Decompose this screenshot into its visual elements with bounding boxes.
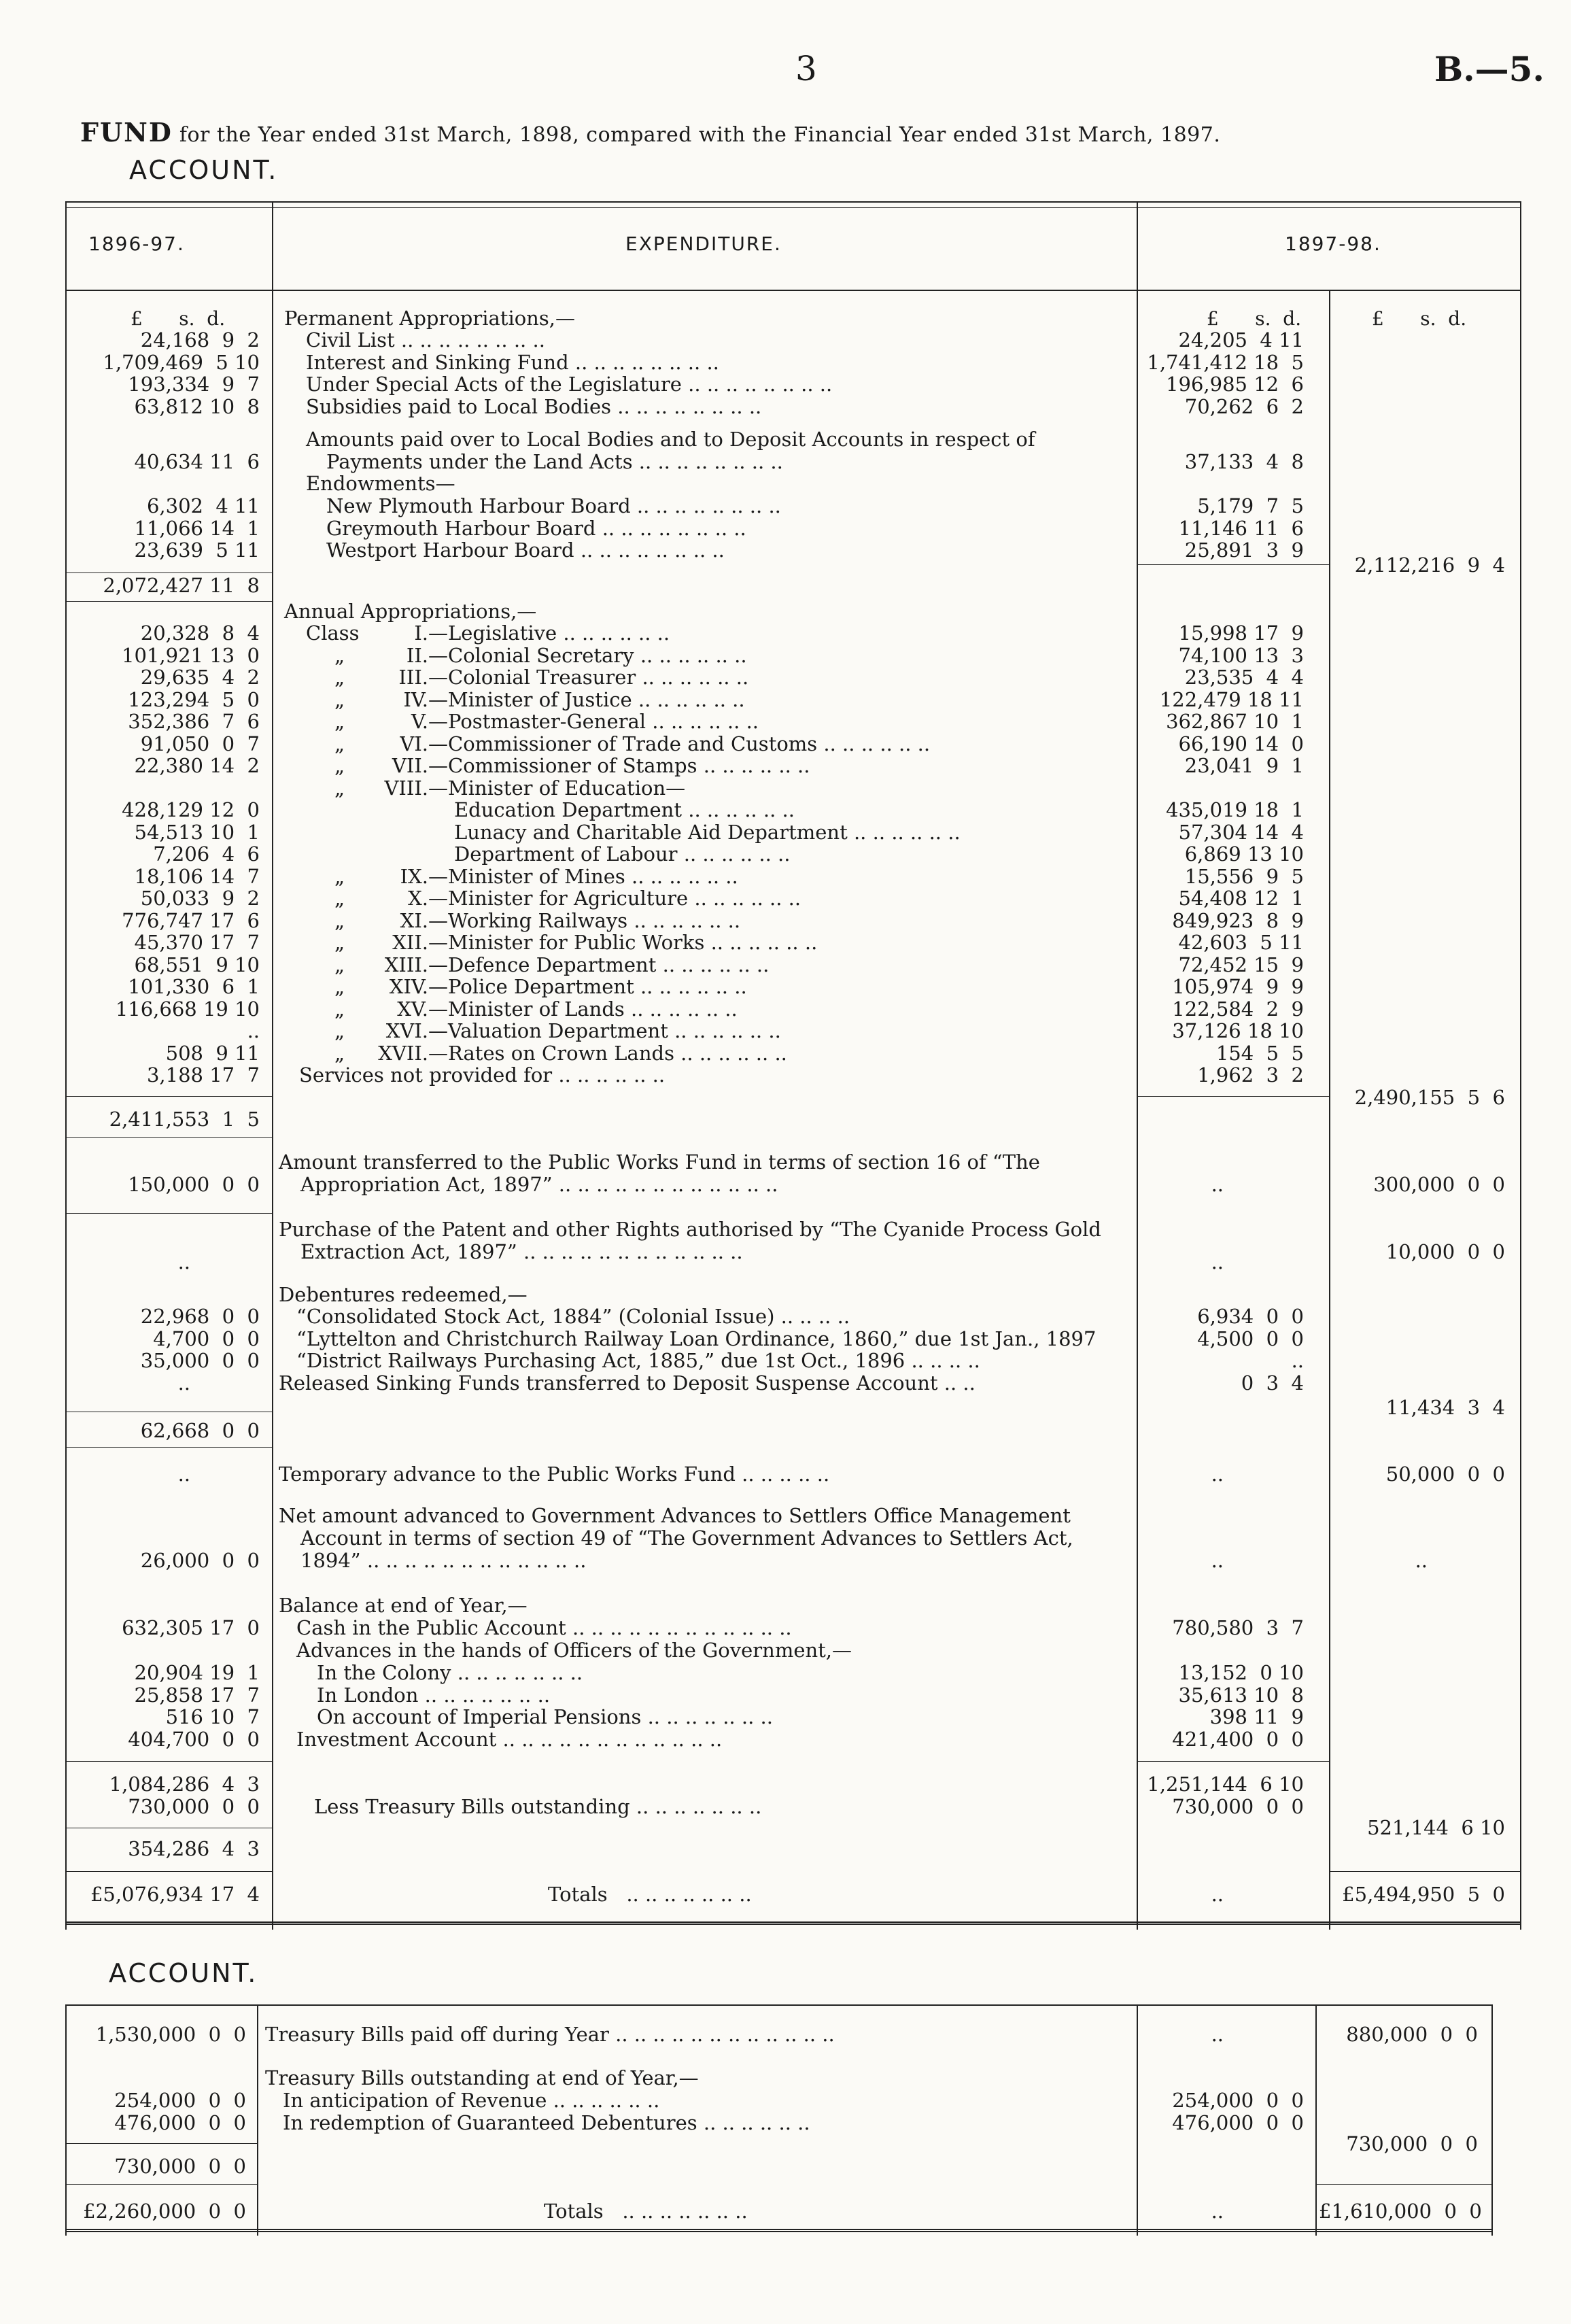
annual-label: —Commissioner of Stamps .. .. .. .. .. .. (428, 754, 810, 777)
cyanide-right: 10,000 0 0 (1385, 1240, 1505, 1263)
mid-amount: 57,304 14 4 (1178, 820, 1304, 844)
settlers-leaders: .. .. .. .. .. .. .. .. .. .. .. .. (366, 1549, 587, 1572)
pwf-mid: .. (1211, 1173, 1224, 1196)
mid-amount: 54,408 12 1 (1178, 887, 1304, 910)
annual-label: —Commissioner of Trade and Customs .. .. .. .. .. .. (428, 732, 931, 755)
less-left: 730,000 0 0 (128, 1795, 260, 1818)
left-amount: 193,334 9 7 (128, 373, 260, 396)
class-number: V. (411, 710, 428, 733)
left-amount: 20,904 19 1 (134, 1661, 260, 1684)
advance-label: Temporary advance to the Public Works Fund .. .. .. .. .. (279, 1463, 830, 1486)
class-number: X. (408, 887, 428, 910)
left-amount: 776,747 17 6 (122, 908, 260, 932)
left-amount: 428,129 12 0 (122, 798, 260, 821)
mid-amount: 25,891 3 9 (1184, 539, 1304, 562)
ditto-mark: „ (334, 931, 345, 954)
sinking-leaders: .. .. (944, 1371, 976, 1395)
sinking-left: .. (177, 1371, 190, 1395)
settlers-line1: Net amount advanced to Government Advances to Settlers Office Management (279, 1504, 1071, 1527)
paid-off-label: Treasury Bills paid off during Year .. .. .. .. .. .. .. .. .. .. .. .. (265, 2023, 835, 2046)
mid-amount: 74,100 13 3 (1178, 643, 1304, 667)
annual-label: —Minister for Agriculture .. .. .. .. .. .. (428, 887, 801, 910)
ditto-mark: „ (334, 908, 345, 932)
annual-label: —Legislative .. .. .. .. .. .. (428, 621, 670, 645)
mid-amount: .. (1291, 1349, 1304, 1372)
lsd-right: £ s. d. (1372, 307, 1467, 330)
leaders: .. .. .. .. .. .. .. (641, 1705, 773, 1728)
investment-mid: 421,400 0 0 (1172, 1728, 1304, 1751)
class-number: XVII. (378, 1041, 428, 1065)
class-number: XII. (392, 931, 428, 954)
mid-amount: 15,998 17 9 (1178, 621, 1304, 645)
left-amount: 123,294 5 0 (128, 687, 260, 711)
t2-divider-1 (257, 2004, 258, 2236)
paid-off-leaders: .. .. .. .. .. .. .. .. .. .. .. .. (615, 2023, 835, 2046)
page-number: 3 (795, 49, 817, 88)
land-acts-line1: Amounts paid over to Local Bodies and to Deposit Accounts in respect of (306, 428, 1035, 451)
row-label: Greymouth Harbour Board .. .. .. .. .. .. .. .. (326, 517, 746, 540)
annual-label: Department of Labour .. .. .. .. .. .. (454, 842, 791, 866)
leaders: .. .. .. .. .. .. (668, 1019, 781, 1042)
cash-left: 632,305 17 0 (122, 1616, 260, 1639)
ditto-mark: „ (334, 643, 345, 667)
left-amount: 18,106 14 7 (134, 864, 260, 888)
annual-total-right: 2,490,155 5 6 (1354, 1086, 1505, 1109)
left-amount: 68,551 9 10 (134, 953, 260, 976)
leaders: .. .. .. .. .. .. (656, 953, 770, 976)
leaders: .. .. .. .. .. .. (646, 710, 759, 733)
leaders: .. .. .. .. .. .. (817, 732, 931, 755)
totals-mid: .. (1211, 1883, 1224, 1906)
left-amount: 22,968 0 0 (140, 1305, 260, 1328)
leaders: .. .. .. .. .. .. .. .. (394, 328, 545, 352)
annual-label: —Postmaster-General .. .. .. .. .. .. (428, 710, 759, 733)
leaders: .. .. .. .. (774, 1305, 850, 1328)
t2-frame-right (1491, 2004, 1493, 2236)
left-amount: 23,639 5 11 (134, 539, 260, 562)
ditto-mark: „ (334, 975, 345, 998)
ditto-mark: „ (334, 666, 345, 689)
bal-mid-rule (1137, 1761, 1329, 1762)
totals-right-rule (1329, 1871, 1521, 1872)
pwf-left: 150,000 0 0 (128, 1173, 260, 1196)
row-label: New Plymouth Harbour Board .. .. .. .. .. .. .. .. (326, 494, 781, 517)
left-amount: 40,634 11 6 (134, 450, 260, 473)
advance-right: 50,000 0 0 (1385, 1463, 1505, 1486)
leaders: .. .. .. .. .. .. (704, 931, 818, 954)
debenture-label: “Lyttelton and Christchurch Railway Loan Ordinance, 1860,” due 1st Jan., 1897 (296, 1327, 1097, 1350)
mid-amount: 37,126 18 10 (1172, 1019, 1304, 1042)
totals-left: £5,076,934 17 4 (90, 1883, 260, 1906)
mid-amount: 24,205 4 11 (1178, 328, 1304, 352)
leaders: .. .. .. .. .. .. (677, 842, 791, 866)
less-label: Less Treasury Bills outstanding .. .. .. .. .. .. .. (314, 1795, 762, 1818)
outstanding-row-label: In redemption of Guaranteed Debentures .. .. .. .. .. .. (283, 2111, 810, 2134)
perm-mid-rule (1137, 564, 1329, 565)
mid-amount: 122,584 2 9 (1172, 997, 1304, 1021)
debentures-total-right: 11,434 3 4 (1385, 1396, 1505, 1419)
left-amount: 476,000 0 0 (114, 2111, 246, 2134)
annual-left-rule-a (65, 1096, 272, 1097)
leaders: .. .. .. .. .. .. .. (418, 1683, 551, 1707)
deb-left-rule-b (65, 1447, 272, 1448)
leaders: .. .. .. .. .. .. (634, 975, 747, 998)
row-label: Subsidies paid to Local Bodies .. .. .. .. .. .. .. .. (306, 395, 762, 418)
leaders: .. .. .. .. .. .. .. .. (568, 351, 719, 374)
leaders: .. .. .. .. .. .. (697, 754, 810, 777)
leaders: .. .. .. .. .. .. .. .. (632, 450, 783, 473)
row-label: Interest and Sinking Fund .. .. .. .. .. .. .. .. (306, 351, 719, 374)
class-number: XIII. (384, 953, 428, 976)
mid-amount: 154 5 5 (1215, 1041, 1304, 1065)
fund-title (80, 117, 1220, 148)
fund-title-rest: for the Year ended 31st March, 1898, compared with the Financial Year ended 31st March, 1897. (179, 123, 1221, 147)
row-label: Westport Harbour Board .. .. .. .. .. .. .. .. (326, 539, 725, 562)
header-right-year: 1897-98. (1285, 233, 1381, 255)
account-heading: ACCOUNT. (129, 155, 279, 185)
investment-leaders: .. .. .. .. .. .. .. .. .. .. .. .. (502, 1728, 723, 1751)
leaders: .. .. .. .. .. .. .. .. (681, 373, 833, 396)
annual-label: —Minister for Public Works .. .. .. .. .. .. (428, 931, 818, 954)
annual-label: Education Department .. .. .. .. .. .. (454, 798, 795, 821)
mid-amount: 1,741,412 18 5 (1147, 351, 1304, 374)
t2-bottom-rule (65, 2229, 1493, 2232)
lsd-left: £ s. d. (131, 307, 226, 330)
left-amount: 254,000 0 0 (114, 2089, 246, 2112)
left-amount: 24,168 9 2 (140, 328, 260, 352)
class-number: XV. (397, 997, 428, 1021)
left-amount: 11,066 14 1 (134, 517, 260, 540)
annual-label: —Colonial Secretary .. .. .. .. .. .. (428, 643, 747, 667)
ditto-mark: „ (334, 710, 345, 733)
leaders: .. .. .. .. .. .. (627, 908, 741, 932)
cyanide-line2: Extraction Act, 1897” .. .. .. .. .. .. .. .. .. .. .. .. (300, 1240, 743, 1263)
t2-divider-2 (1137, 2004, 1138, 2236)
class-number: IV. (403, 687, 428, 711)
class-number: I. (414, 621, 428, 645)
cyanide-line1: Purchase of the Patent and other Rights authorised by “The Cyanide Process Gold (279, 1218, 1101, 1241)
annual-label: —Working Railways .. .. .. .. .. .. (428, 908, 741, 932)
pwf-line2: Appropriation Act, 1897” .. .. .. .. .. .. .. .. .. .. .. .. (300, 1173, 778, 1196)
mid-amount: 37,133 4 8 (1184, 450, 1304, 473)
ditto-mark: „ (334, 754, 345, 777)
mid-amount: 4,500 0 0 (1197, 1327, 1304, 1350)
outstanding-right: 730,000 0 0 (1346, 2132, 1478, 2155)
balance-subtotal-mid: 1,251,144 6 10 (1147, 1773, 1304, 1796)
balance-net-right: 521,144 6 10 (1367, 1816, 1505, 1839)
left-amount: 508 9 11 (165, 1041, 260, 1065)
fund-title-bold: FUND (80, 117, 173, 148)
mid-amount: 23,041 9 1 (1184, 754, 1304, 777)
leaders: .. .. .. .. .. .. (632, 687, 745, 711)
t2-totals-label: Totals .. .. .. .. .. .. .. (544, 2200, 748, 2223)
cyanide-leaders: .. .. .. .. .. .. .. .. .. .. .. .. (523, 1240, 743, 1263)
totals-leaders: .. .. .. .. .. .. .. (626, 1883, 752, 1906)
leaders: .. .. .. .. .. .. (697, 2111, 810, 2134)
leaders: .. .. .. .. .. .. (547, 2089, 660, 2112)
outstanding-heading: Treasury Bills outstanding at end of Year,— (265, 2066, 699, 2089)
row-label: Under Special Acts of the Legislature .. .. .. .. .. .. .. .. (306, 373, 833, 396)
totals-label: Totals .. .. .. .. .. .. .. (548, 1883, 752, 1906)
leaders: .. .. .. .. .. .. .. .. (611, 395, 762, 418)
left-amount: 7,206 4 6 (153, 842, 260, 866)
left-amount: 4,700 0 0 (153, 1327, 260, 1350)
cash-leaders: .. .. .. .. .. .. .. .. .. .. .. .. (572, 1616, 792, 1639)
sinking-label: Released Sinking Funds transferred to Deposit Suspense Account .. .. (279, 1371, 976, 1395)
leaders: .. .. .. .. .. .. (552, 1063, 666, 1087)
ditto-mark: „ (334, 732, 345, 755)
t2-right-rule (1315, 2184, 1492, 2185)
leaders: .. .. .. .. .. .. (634, 643, 747, 667)
t2-totals-leaders: .. .. .. .. .. .. .. (622, 2200, 748, 2223)
frame-right (1520, 201, 1521, 1930)
ditto-mark: „ (334, 776, 345, 800)
totals-right: £5,494,950 5 0 (1342, 1883, 1505, 1906)
settlers-mid: .. (1211, 1549, 1224, 1572)
class-word: Class (306, 621, 360, 645)
ditto-mark: „ (334, 953, 345, 976)
left-amount: 54,513 10 1 (134, 820, 260, 844)
leaders: .. .. .. .. .. .. (688, 887, 801, 910)
mid-amount: 6,869 13 10 (1184, 842, 1304, 866)
paid-off-right: 880,000 0 0 (1346, 2023, 1478, 2046)
left-amount: 516 10 7 (165, 1705, 260, 1728)
annual-label: —Minister of Lands .. .. .. .. .. .. (428, 997, 738, 1021)
bal-left-rule-a (65, 1761, 272, 1762)
left-amount: 35,000 0 0 (140, 1349, 260, 1372)
left-amount: 116,668 19 10 (115, 997, 260, 1021)
debenture-label: “Consolidated Stock Act, 1884” (Colonial Issue) .. .. .. .. (296, 1305, 850, 1328)
leaders: .. .. .. .. .. .. .. .. (595, 517, 746, 540)
mid-amount: 72,452 15 9 (1178, 953, 1304, 976)
settlers-line3: 1894” .. .. .. .. .. .. .. .. .. .. .. .. (300, 1549, 587, 1572)
header-left-year: 1896-97. (88, 233, 185, 255)
leaders: .. .. .. .. .. .. (625, 864, 738, 888)
left-amount: 101,330 6 1 (128, 975, 260, 998)
class-number: III. (398, 666, 428, 689)
mid-amount: 1,962 3 2 (1197, 1063, 1304, 1087)
leaders: .. .. .. .. .. .. (674, 1041, 787, 1065)
perm-left-rule-b (65, 601, 272, 602)
header-expenditure: EXPENDITURE. (625, 233, 782, 255)
left-amount: 63,812 10 8 (134, 395, 260, 418)
cash-label: Cash in the Public Account .. .. .. .. .. .. .. .. .. .. .. .. (296, 1616, 792, 1639)
table-bottom-rule (65, 1921, 1521, 1925)
row-label: Payments under the Land Acts .. .. .. .. .. .. .. .. (326, 450, 783, 473)
mid-amount: 398 11 9 (1209, 1705, 1304, 1728)
leaders: .. .. .. .. .. .. .. (451, 1661, 583, 1684)
mid-amount: 196,985 12 6 (1166, 373, 1304, 396)
advance-row-label: In London .. .. .. .. .. .. .. (317, 1683, 551, 1707)
mid-amount: 6,934 0 0 (1197, 1305, 1304, 1328)
mid-amount: 476,000 0 0 (1172, 2111, 1304, 2134)
annual-label: —Colonial Treasurer .. .. .. .. .. .. (428, 666, 749, 689)
advance-row-label: In the Colony .. .. .. .. .. .. .. (317, 1661, 583, 1684)
advance-row-label: On account of Imperial Pensions .. .. .. .. .. .. .. (317, 1705, 773, 1728)
document-reference: B.—5. (1434, 49, 1544, 89)
left-amount: 3,188 17 7 (146, 1063, 260, 1087)
mid-amount: 435,019 18 1 (1166, 798, 1304, 821)
advances-heading: Advances in the hands of Officers of the Government,— (296, 1639, 852, 1662)
t2-left-rule-a (65, 2143, 257, 2144)
class-number: XI. (400, 908, 428, 932)
mid-amount: 362,867 10 1 (1166, 710, 1304, 733)
less-leaders: .. .. .. .. .. .. .. (636, 1795, 762, 1818)
left-amount: 20,328 8 4 (140, 621, 260, 645)
leaders: .. .. .. .. .. .. (557, 621, 670, 645)
mid-amount: 42,603 5 11 (1178, 931, 1304, 954)
debenture-label: “District Railways Purchasing Act, 1885,” due 1st Oct., 1896 .. .. .. .. (296, 1349, 980, 1372)
left-amount: 29,635 4 2 (140, 666, 260, 689)
class-number: VII. (392, 754, 428, 777)
advance-mid: .. (1211, 1463, 1224, 1486)
permanent-heading: Permanent Appropriations,— (284, 307, 575, 330)
mid-amount: 15,556 9 5 (1184, 864, 1304, 888)
left-amount: 91,050 0 7 (140, 732, 260, 755)
mid-amount: 11,146 11 6 (1178, 517, 1304, 540)
ditto-mark: „ (334, 887, 345, 910)
annual-subtotal-left: 2,411,553 1 5 (109, 1108, 260, 1131)
settlers-left: 26,000 0 0 (140, 1549, 260, 1572)
balance-net-left: 354,286 4 3 (128, 1837, 260, 1860)
left-amount: 101,921 13 0 (122, 643, 260, 667)
totals-left-rule (65, 1871, 272, 1872)
table-top-rule (65, 201, 1521, 203)
mid-amount: 13,152 0 10 (1178, 1661, 1304, 1684)
left-amount: .. (247, 1019, 260, 1042)
mid-amount: 849,923 8 9 (1172, 908, 1304, 932)
pwf-right: 300,000 0 0 (1373, 1173, 1505, 1196)
annual-left-rule-b (65, 1137, 272, 1138)
ditto-mark: „ (334, 1041, 345, 1065)
table-top-rule-inner (65, 207, 1521, 208)
class-number: VIII. (384, 776, 428, 800)
annual-label: —Rates on Crown Lands .. .. .. .. .. .. (428, 1041, 787, 1065)
pwf-left-rule (65, 1213, 272, 1214)
sinking-mid: 0 3 4 (1241, 1371, 1304, 1395)
debentures-heading: Debentures redeemed,— (279, 1283, 528, 1306)
leaders: .. .. .. .. .. .. (624, 997, 738, 1021)
left-amount: 50,033 9 2 (140, 887, 260, 910)
t2-totals-right: £1,610,000 0 0 (1319, 2200, 1482, 2223)
class-number: IX. (400, 864, 428, 888)
mid-amount: 5,179 7 5 (1197, 494, 1304, 517)
cyanide-left: .. (177, 1250, 190, 1274)
t2-top-rule (65, 2004, 1493, 2006)
ditto-mark: „ (334, 1019, 345, 1042)
debentures-subtotal-left: 62,668 0 0 (140, 1419, 260, 1442)
leaders: .. .. .. .. .. .. .. .. (574, 539, 725, 562)
mid-amount: 35,613 10 8 (1178, 1683, 1304, 1707)
annual-label: —Minister of Justice .. .. .. .. .. .. (428, 687, 745, 711)
row-label: Civil List .. .. .. .. .. .. .. .. (306, 328, 545, 352)
t2-totals-left: £2,260,000 0 0 (83, 2200, 246, 2223)
cash-mid: 780,580 3 7 (1172, 1616, 1304, 1639)
mid-amount: 122,479 18 11 (1159, 687, 1304, 711)
pwf-leaders: .. .. .. .. .. .. .. .. .. .. .. .. (558, 1173, 778, 1196)
class-number: II. (406, 643, 428, 667)
ditto-mark: „ (334, 687, 345, 711)
annual-label: —Police Department .. .. .. .. .. .. (428, 975, 747, 998)
left-amount: 1,709,469 5 10 (103, 351, 260, 374)
settlers-right: .. (1415, 1549, 1428, 1572)
annual-label: —Defence Department .. .. .. .. .. .. (428, 953, 770, 976)
mid-amount: 70,262 6 2 (1184, 395, 1304, 418)
account-heading-2: ACCOUNT. (109, 1958, 258, 1988)
left-amount: 22,380 14 2 (134, 754, 260, 777)
annual-label: —Valuation Department .. .. .. .. .. .. (428, 1019, 781, 1042)
balance-heading: Balance at end of Year,— (279, 1594, 528, 1617)
investment-left: 404,700 0 0 (128, 1728, 260, 1751)
annual-label: —Minister of Education— (428, 776, 686, 800)
lsd-mid: £ s. d. (1207, 307, 1302, 330)
pwf-line1: Amount transferred to the Public Works Fund in terms of section 16 of “The (279, 1150, 1040, 1174)
t2-totals-mid: .. (1211, 2200, 1224, 2223)
leaders: .. .. .. .. .. .. (636, 666, 749, 689)
annual-label: —Minister of Mines .. .. .. .. .. .. (428, 864, 738, 888)
left-amount: 352,386 7 6 (128, 710, 260, 733)
t2-left-rule-b (65, 2184, 257, 2185)
permanent-subtotal-left: 2,072,427 11 8 (103, 574, 260, 597)
advance-leaders: .. .. .. .. .. (742, 1463, 830, 1486)
mid-amount: 66,190 14 0 (1178, 732, 1304, 755)
class-number: XVI. (385, 1019, 428, 1042)
settlers-line2: Account in terms of section 49 of “The Government Advances to Settlers Act, (300, 1526, 1073, 1550)
leaders: .. .. .. .. .. .. (847, 820, 961, 844)
outstanding-left: 730,000 0 0 (114, 2155, 246, 2178)
class-number: XIV. (389, 975, 428, 998)
leaders: .. .. .. .. (905, 1349, 980, 1372)
mid-amount: 23,535 4 4 (1184, 666, 1304, 689)
col-divider-3 (1329, 290, 1330, 1930)
mid-amount: 254,000 0 0 (1172, 2089, 1304, 2112)
leaders: .. .. .. .. .. .. .. .. (630, 494, 781, 517)
investment-label: Investment Account .. .. .. .. .. .. .. .. .. .. .. .. (296, 1728, 723, 1751)
col-divider-1 (272, 201, 273, 1930)
col-divider-2 (1137, 201, 1138, 1930)
annual-label: Lunacy and Charitable Aid Department .. .. .. .. .. .. (454, 820, 961, 844)
annual-label: Services not provided for .. .. .. .. .. .. (299, 1063, 666, 1087)
less-mid: 730,000 0 0 (1172, 1795, 1304, 1818)
paid-off-left: 1,530,000 0 0 (95, 2023, 246, 2046)
permanent-total-right: 2,112,216 9 4 (1354, 553, 1505, 577)
ditto-mark: „ (334, 864, 345, 888)
endowments-heading: Endowments— (306, 472, 455, 495)
left-amount: 25,858 17 7 (134, 1683, 260, 1707)
ditto-mark: „ (334, 997, 345, 1021)
header-bottom-rule (65, 290, 1521, 291)
mid-amount: 105,974 9 9 (1172, 975, 1304, 998)
balance-subtotal-left: 1,084,286 4 3 (109, 1773, 260, 1796)
outstanding-row-label: In anticipation of Revenue .. .. .. .. .. .. (283, 2089, 660, 2112)
class-number: VI. (400, 732, 428, 755)
advance-left: .. (177, 1463, 190, 1486)
frame-left (65, 201, 67, 1930)
annual-mid-rule (1137, 1096, 1329, 1097)
left-amount: 6,302 4 11 (146, 494, 260, 517)
cyanide-mid: .. (1211, 1250, 1224, 1274)
left-amount: 45,370 17 7 (134, 931, 260, 954)
paid-off-mid: .. (1211, 2023, 1224, 2046)
annual-heading: Annual Appropriations,— (284, 600, 537, 623)
leaders: .. .. .. .. .. .. (682, 798, 795, 821)
t2-divider-3 (1315, 2004, 1317, 2236)
